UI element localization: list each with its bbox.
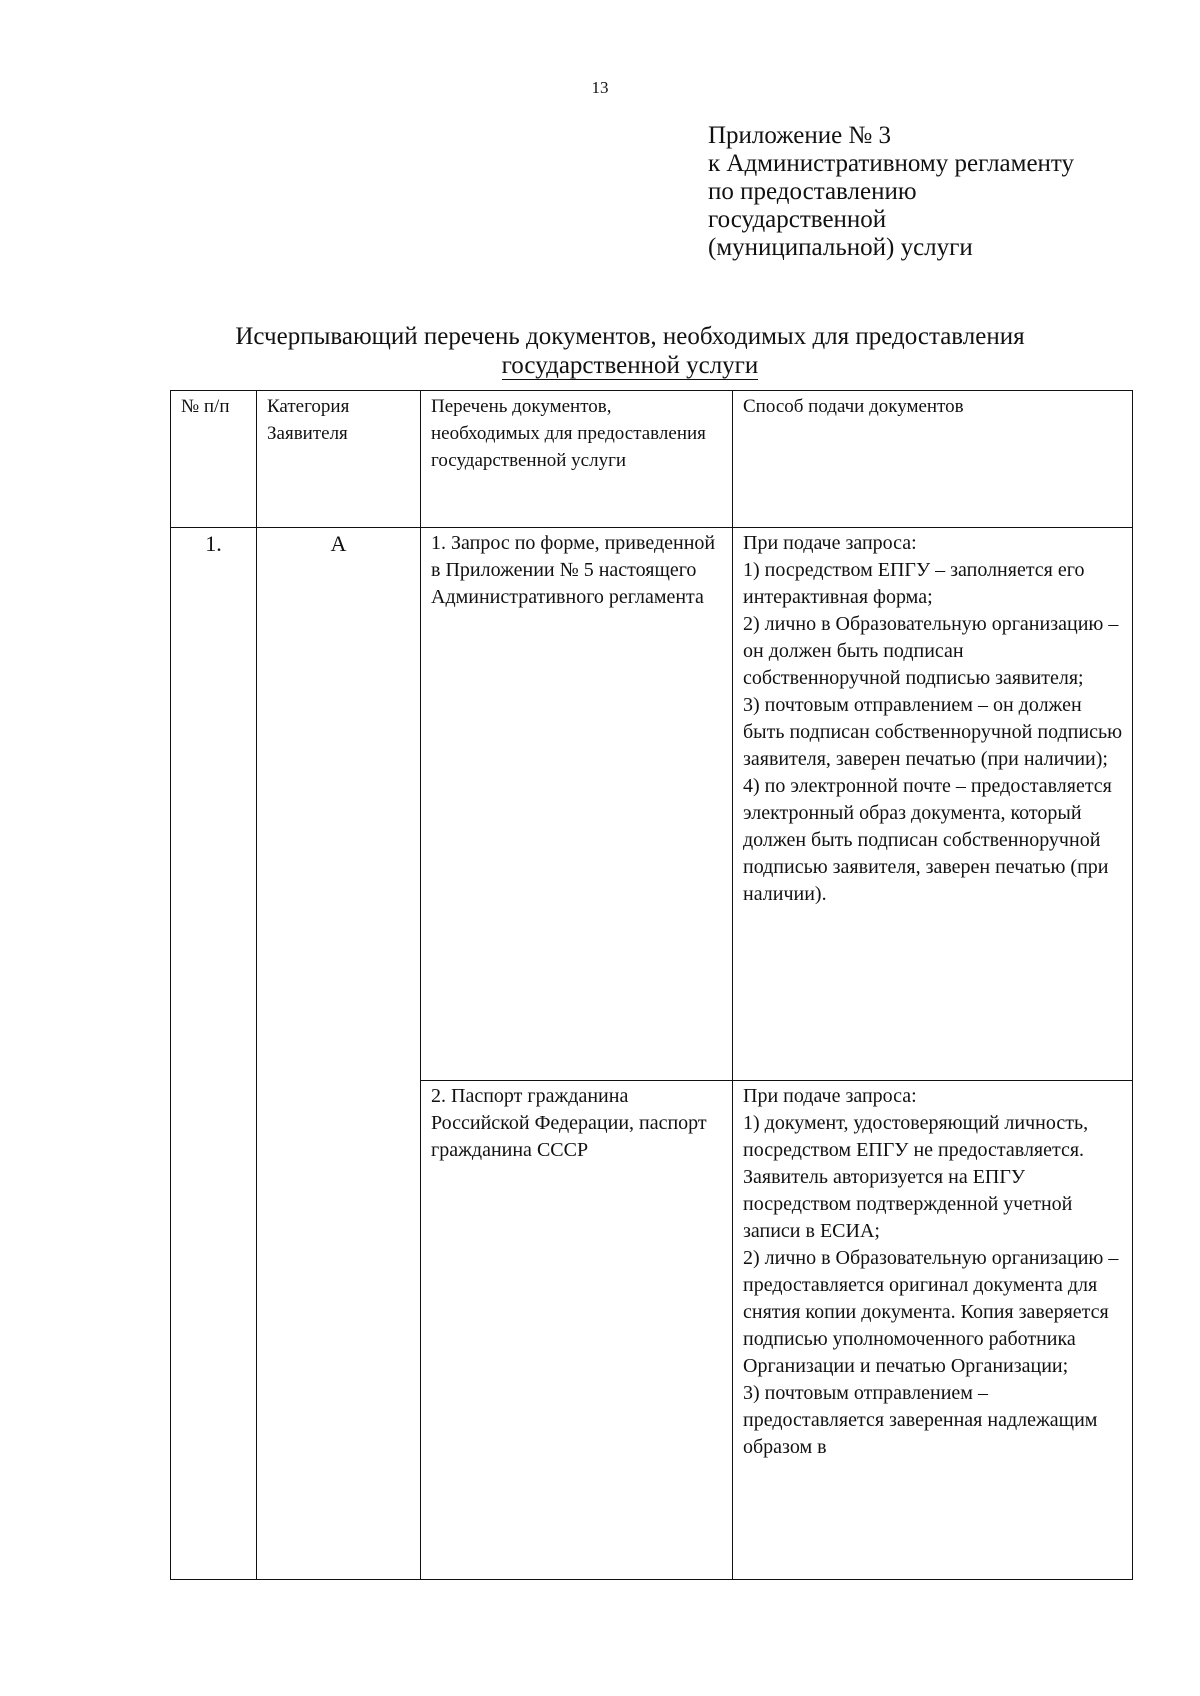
document-title	[150, 322, 1110, 380]
appendix-line: (муниципальной) услуги	[708, 234, 973, 261]
appendix-line: государственной	[708, 206, 887, 233]
appendix-line: к Административному регламенту	[708, 150, 1075, 177]
method-line: 1) посредством ЕПГУ – заполняется его интерактивная форма;	[743, 559, 1085, 608]
method-line: 2) лично в Образовательную организацию – он должен быть подписан собственноручной подписью заявителя;	[743, 613, 1119, 689]
method-line: 4) по электронной почте – предоставляется электронный образ документа, который должен быть подписан собственноручной подписью заявителя, заверен печатью (при наличии).	[743, 775, 1112, 905]
method-line: При подаче запроса:	[743, 1085, 917, 1107]
header-category: Категория Заявителя	[257, 391, 421, 528]
row-document: 2. Паспорт гражданина Российской Федерации, паспорт гражданина СССР	[421, 1081, 733, 1580]
method-line: При подаче запроса:	[743, 532, 917, 554]
title-line-1: Исчерпывающий перечень документов, необходимых для предоставления	[235, 323, 1025, 350]
row-category: А	[257, 528, 421, 1580]
row-method	[733, 1081, 1133, 1580]
page-number: 13	[591, 78, 609, 97]
documents-table	[170, 390, 1133, 1580]
table-header-row	[171, 391, 1133, 528]
appendix-line: Приложение № 3	[708, 122, 892, 149]
method-line: 3) почтовым отправлением – он должен быть подписан собственноручной подписью заявителя, заверен печатью (при наличии);	[743, 694, 1123, 770]
method-line: 3) почтовым отправлением – предоставляется заверенная надлежащим образом в	[743, 1382, 1098, 1458]
row-method	[733, 528, 1133, 1081]
header-num: № п/п	[171, 391, 257, 528]
appendix-heading	[708, 122, 1074, 262]
method-line: 2) лично в Образовательную организацию – предоставляется оригинал документа для снятия копии документа. Копия заверяется подписью уполномоченного работника Организации и печатью Организации;	[743, 1247, 1119, 1377]
header-documents: Перечень документов, необходимых для предоставления государственной услуги	[421, 391, 733, 528]
title-line-2: государственной услуги	[501, 352, 759, 379]
header-method: Способ подачи документов	[733, 391, 1133, 528]
row-document: 1. Запрос по форме, приведенной в Приложении № 5 настоящего Административного регламента	[421, 528, 733, 1081]
method-line: 1) документ, удостоверяющий личность, посредством ЕПГУ не предоставляется. Заявитель авторизуется на ЕПГУ посредством подтвержденной учетной записи в ЕСИА;	[743, 1112, 1089, 1242]
appendix-line: по предоставлению	[708, 178, 917, 205]
table-row	[171, 528, 1133, 1081]
row-num: 1.	[171, 528, 257, 1580]
